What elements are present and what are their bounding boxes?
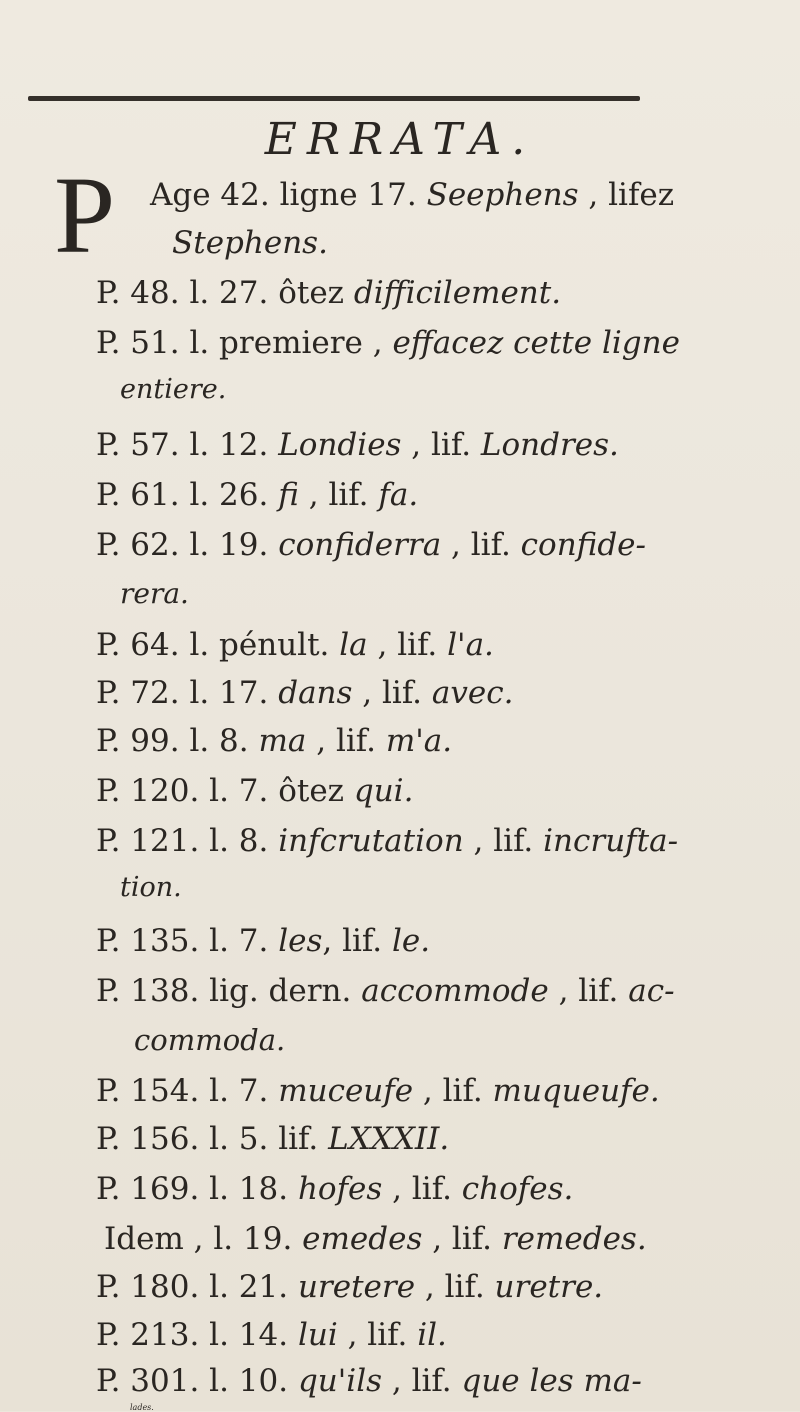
errata-line: P. 48. l. 27. ôtez difficilement.	[96, 275, 562, 311]
page-title: ERRATA.	[264, 114, 536, 165]
errata-line: P. 64. l. pénult. la , lif. l'a.	[96, 627, 494, 663]
errata-line: P. 120. l. 7. ôtez qui.	[96, 773, 414, 809]
errata-line: entiere.	[120, 374, 227, 405]
errata-line: P. 213. l. 14. lui , lif. il.	[96, 1317, 447, 1353]
errata-line: P. 138. lig. dern. accommode , lif. ac-	[96, 973, 675, 1009]
errata-line: lades.	[130, 1403, 154, 1412]
errata-line: P. 61. l. 26. fi , lif. fa.	[96, 477, 419, 513]
errata-line: Stephens.	[172, 225, 328, 261]
errata-line: P. 51. l. premiere , effacez cette ligne	[96, 325, 680, 361]
errata-line: P. 62. l. 19. confiderra , lif. confide-	[96, 527, 647, 563]
errata-line: P. 99. l. 8. ma , lif. m'a.	[96, 723, 453, 759]
errata-line: P. 301. l. 10. qu'ils , lif. que les ma-	[96, 1363, 642, 1399]
errata-line: P. 135. l. 7. les, lif. le.	[96, 923, 431, 959]
errata-line: Age 42. ligne 17. Seephens , lifez	[150, 177, 675, 213]
errata-line: P. 72. l. 17. dans , lif. avec.	[96, 675, 514, 711]
errata-line: P. 156. l. 5. lif. LXXXII.	[96, 1121, 450, 1157]
errata-line: rera.	[120, 577, 189, 610]
errata-line: tion.	[120, 872, 182, 903]
errata-line: commoda.	[134, 1023, 286, 1057]
errata-line: Idem , l. 19. emedes , lif. remedes.	[104, 1221, 647, 1257]
errata-line: P. 180. l. 21. uretere , lif. uretre.	[96, 1269, 604, 1305]
errata-line: P. 154. l. 7. muceufe , lif. muqueufe.	[96, 1073, 660, 1109]
drop-cap: P	[54, 154, 116, 276]
errata-line: P. 169. l. 18. hofes , lif. chofes.	[96, 1171, 574, 1207]
errata-line: P. 57. l. 12. Londies , lif. Londres.	[96, 427, 619, 463]
top-rule	[28, 96, 640, 101]
errata-line: P. 121. l. 8. infcrutation , lif. incrufta-	[96, 823, 679, 859]
